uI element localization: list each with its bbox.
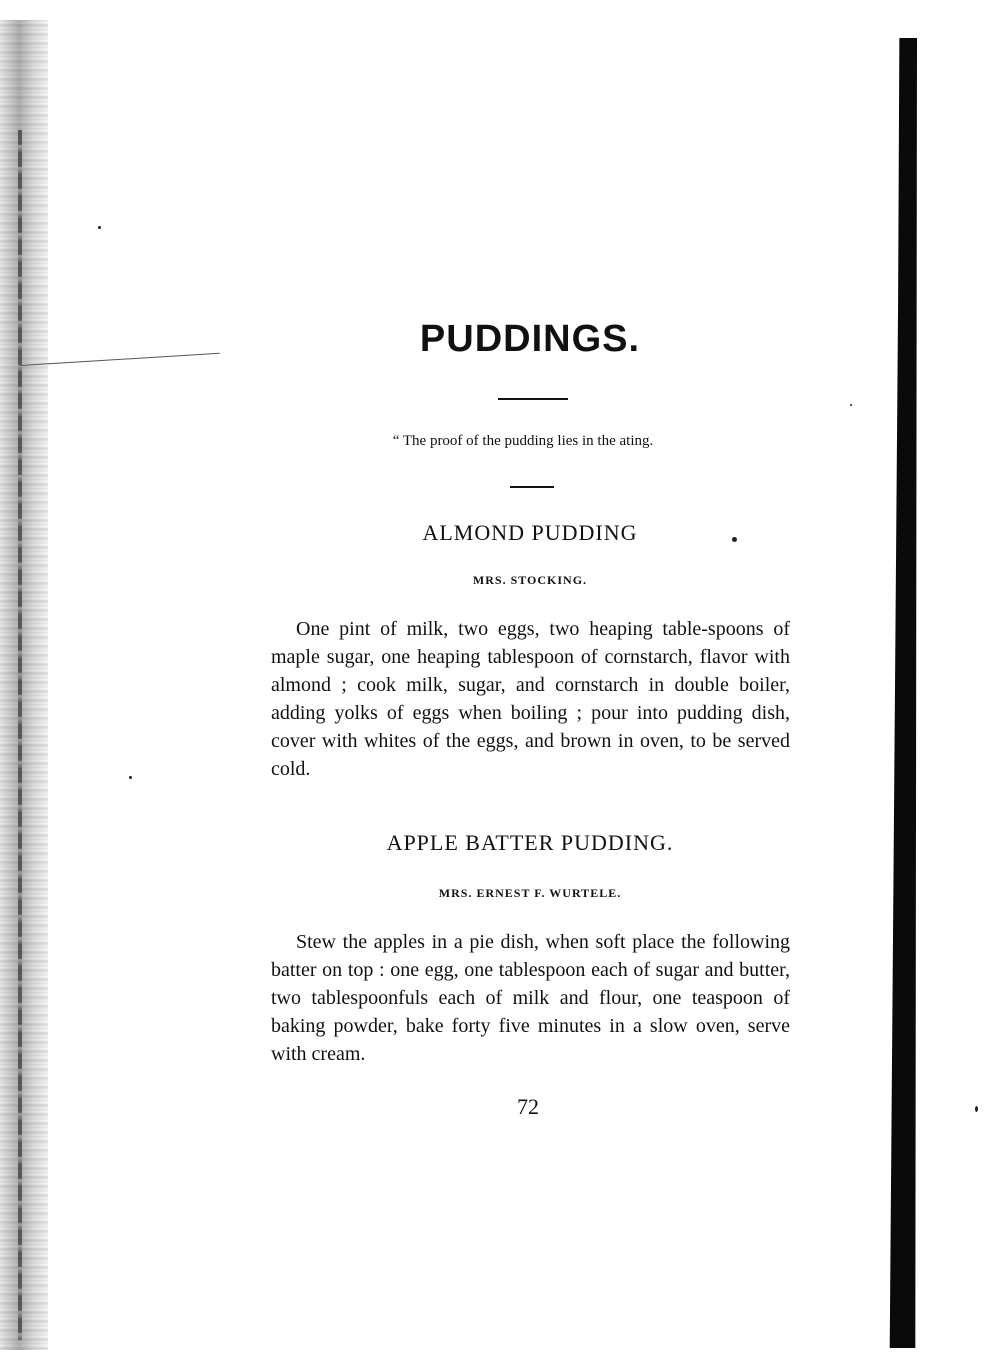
dust-speck	[98, 226, 101, 229]
epigraph-quote: “ The proof of the pudding lies in the ating.	[392, 433, 654, 449]
epigraph-divider	[510, 486, 554, 488]
dust-speck	[850, 404, 852, 406]
page-number: 72	[517, 1094, 539, 1119]
book-binding-edge	[0, 20, 48, 1350]
recipe-title: APPLE BATTER PUDDING.	[386, 830, 674, 855]
page-title: PUDDINGS.	[419, 318, 641, 360]
page-edge-shadow	[875, 38, 917, 1348]
recipe-author: MRS. STOCKING.	[472, 573, 588, 587]
recipe-title: ALMOND PUDDING	[422, 520, 638, 545]
recipe-instructions: One pint of milk, two eggs, two heaping table-spoons of maple sugar, one heaping tablespoon of cornstarch, flavor with almond ; cook milk, sugar, and cornstarch in double boiler, adding yolks of eggs when boiling ; pour into pudding dish, cover with whites of the eggs, and brown in oven, to be served cold.	[271, 618, 790, 780]
recipe-instructions: Stew the apples in a pie dish, when soft place the following batter on top : one egg, one tablespoon each of sugar and butter, two tablespoonfuls each of milk and flour, one teaspoon of baking powder, bake forty five minutes in a slow oven, serve with cream.	[271, 931, 790, 1065]
dust-speck	[129, 776, 132, 779]
title-divider	[498, 398, 568, 400]
binding-shadow	[18, 130, 22, 1340]
recipe-author: MRS. ERNEST F. WURTELE.	[438, 886, 622, 900]
